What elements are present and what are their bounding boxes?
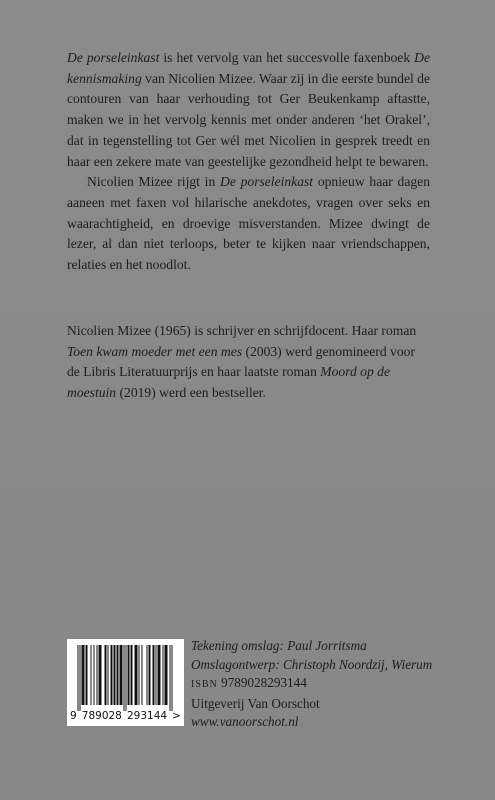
body-text: (2003) werd genomineerd voor de Libris Literatuurprijs en haar laatste roman <box>67 343 415 380</box>
barcode-bar <box>137 645 138 705</box>
barcode-bar <box>128 645 129 705</box>
barcode-bar <box>129 645 130 705</box>
blurb <box>67 48 430 276</box>
barcode-bar <box>159 645 160 705</box>
barcode-bar <box>86 645 87 705</box>
barcode-bar <box>154 645 155 705</box>
body-text: opnieuw haar dagen aaneen met faxen vol hilarische anekdotes, vragen over seks en waarachtigheid, en droevige misverstanden. Mizee dwingt de lezer, al dan niet terloops, beter te kijken naar vriendschappen, relaties en het noodlot. <box>67 174 430 273</box>
body-text: Nicolien Mizee (1965) is schrijver en schrijfdocent. Haar roman <box>67 323 417 338</box>
barcode-bar <box>91 645 92 705</box>
barcode-bar <box>100 645 101 705</box>
barcode-bar <box>165 645 166 705</box>
barcode-bar <box>166 645 167 705</box>
barcode-bar <box>126 645 127 711</box>
title-text: De porseleinkast <box>67 50 160 65</box>
barcode-bar <box>82 645 83 705</box>
barcode-bar <box>117 645 118 705</box>
blurb-paragraph-1 <box>67 48 430 172</box>
barcode-bar <box>99 645 100 705</box>
publisher-name: Uitgeverij Van Oorschot <box>191 695 320 711</box>
barcode-bar <box>147 645 148 705</box>
barcode-bar <box>158 645 159 705</box>
author-bio <box>67 321 430 404</box>
barcode-bar <box>101 645 102 705</box>
barcode-bar <box>124 645 125 711</box>
barcode-digits <box>67 710 184 722</box>
barcode-bar <box>80 645 81 711</box>
isbn-barcode <box>67 639 184 726</box>
barcode-bar <box>114 645 115 705</box>
barcode-bar <box>78 645 79 711</box>
author-bio-paragraph <box>67 321 430 404</box>
barcode-bar <box>112 645 113 705</box>
barcode-bar <box>135 645 136 705</box>
body-text: is het vervolg van het succesvolle faxenboek <box>159 50 415 65</box>
isbn-line <box>191 674 441 695</box>
barcode-bar <box>121 645 122 705</box>
barcode-bar <box>87 645 88 705</box>
barcode-right-group: 293144 <box>126 710 168 722</box>
title-text: Moord op de moestuin <box>67 364 391 401</box>
barcode-bar <box>131 645 132 705</box>
barcode-bar <box>120 645 121 705</box>
barcode-bar <box>139 645 140 705</box>
barcode-bar <box>170 645 171 711</box>
publisher-website[interactable]: www.vanoorschot.nl <box>191 714 299 730</box>
barcode-bar <box>153 645 154 705</box>
barcode-bar <box>122 645 123 705</box>
barcode-bar <box>105 645 106 705</box>
barcode-arrow: > <box>172 710 181 722</box>
barcode-bar <box>156 645 157 705</box>
title-text: De kennismaking <box>67 50 430 86</box>
isbn-number: 9789028293144 <box>221 675 307 691</box>
cover-drawing-credit: Tekening omslag: Paul Jorritsma <box>191 638 367 653</box>
barcode-bar <box>172 645 173 711</box>
barcode-bar <box>132 645 133 705</box>
barcode-bar <box>160 645 161 705</box>
barcode-bar <box>108 645 109 705</box>
blurb-paragraph-2 <box>67 172 430 276</box>
body-text: Nicolien Mizee rijgt in <box>87 174 220 190</box>
barcode-bar <box>106 645 107 705</box>
barcode-bar <box>118 645 119 705</box>
barcode-bar <box>97 645 98 705</box>
body-text: (2019) werd een bestseller. <box>116 385 266 401</box>
barcode-bar <box>94 645 95 705</box>
barcode-bars <box>67 639 184 711</box>
barcode-bar <box>150 645 151 705</box>
barcode-first-digit: 9 <box>70 710 77 722</box>
title-text: Toen kwam moeder met een mes <box>67 343 243 359</box>
barcode-bar <box>83 645 84 705</box>
barcode-bar <box>142 645 143 705</box>
isbn-label: ISBN <box>191 679 218 691</box>
barcode-bar <box>167 645 168 705</box>
barcode-bar <box>136 645 137 705</box>
barcode-bar <box>84 645 85 705</box>
barcode-bar <box>115 645 116 705</box>
colophon <box>191 637 441 732</box>
barcode-bar <box>163 645 164 705</box>
barcode-bar <box>111 645 112 705</box>
title-text: De porseleinkast <box>220 174 314 190</box>
body-text: van Nicolien Mizee. Waar zij in die eerste bundel de contouren van haar verhouding tot Ger Beukenkamp aftastte, maken we in het vervolg kennis met onder anderen ‘het Orakel’, dat in tegenstelling tot Ger wél met Nicolien in gesprek treedt en haar een zekere mate van geestelijke gezondheid helpt te bewaren. <box>67 70 430 169</box>
cover-design-credit: Omslagontwerp: Christoph Noordzij, Wierum <box>191 656 433 672</box>
barcode-left-group: 789028 <box>81 710 122 722</box>
barcode-bar <box>149 645 150 705</box>
